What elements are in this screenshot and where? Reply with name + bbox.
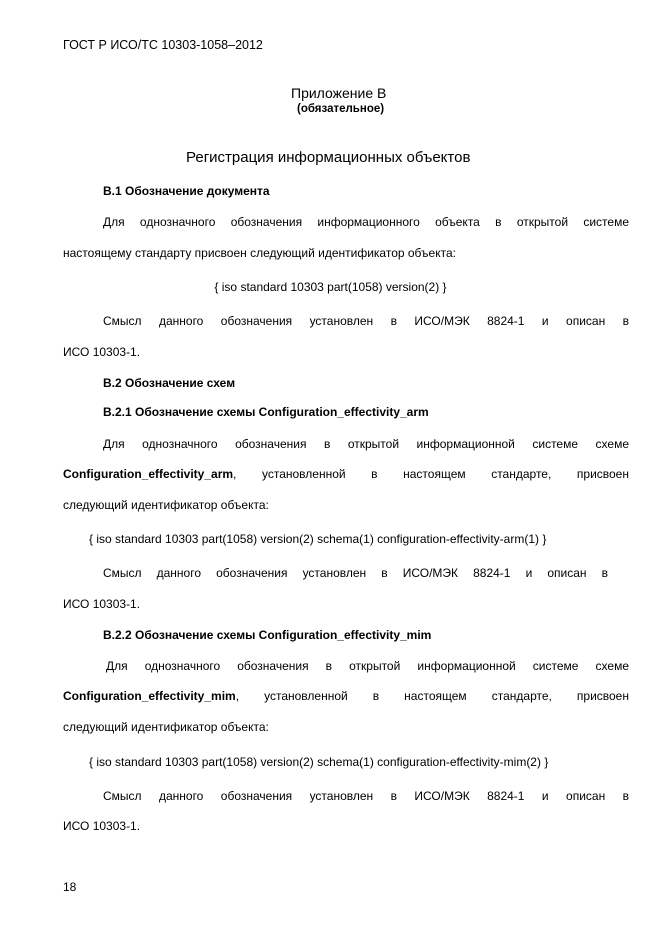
b21-para-line2 [63, 467, 629, 481]
b22-identifier: { iso standard 10303 part(1058) version(2) schema(1) configuration-effectivity-mim(2) } [89, 755, 549, 769]
b2-heading: В.2 Обозначение схем [103, 376, 236, 390]
appendix-subtitle: (обязательное) [297, 103, 385, 115]
b21-para-line3: следующий идентификатор объекта: [63, 498, 269, 512]
b1-identifier: { iso standard 10303 part(1058) version(2) } [214, 280, 447, 294]
page-number: 18 [63, 880, 77, 894]
b22-para-line1: Для однозначного обозначения в открытой информационной системе схеме [106, 659, 629, 673]
schema-name-mim: Configuration_effectivity_mim [63, 689, 236, 703]
b21-meaning-line1: Смысл данного обозначения установлен в ИСО/МЭК 8824-1 и описан в [103, 566, 608, 580]
b1-para-line2: настоящему стандарту присвоен следующий идентификатор объекта: [63, 246, 456, 260]
b21-para-line2-rest: , установленной в настоящем стандарте, присвоен [233, 467, 629, 481]
b22-para-line2 [63, 689, 629, 703]
b21-para-line1: Для однозначного обозначения в открытой информационной системе схеме [103, 437, 629, 451]
b21-meaning-line2: ИСО 10303-1. [63, 597, 141, 611]
b22-meaning-line2: ИСО 10303-1. [63, 819, 141, 833]
b22-para-line3: следующий идентификатор объекта: [63, 720, 269, 734]
appendix-title: Приложение В [291, 85, 387, 101]
b1-heading: В.1 Обозначение документа [103, 184, 270, 198]
b1-meaning-line1: Смысл данного обозначения установлен в ИСО/МЭК 8824-1 и описан в [103, 314, 629, 328]
b22-heading: В.2.2 Обозначение схемы Configuration_effectivity_mim [103, 628, 432, 642]
b21-heading: В.2.1 Обозначение схемы Configuration_effectivity_arm [103, 405, 429, 419]
b1-meaning-line2: ИСО 10303-1. [63, 345, 141, 359]
b22-meaning-line1: Смысл данного обозначения установлен в ИСО/МЭК 8824-1 и описан в [103, 789, 629, 803]
section-title: Регистрация информационных объектов [186, 149, 471, 166]
schema-name-arm: Configuration_effectivity_arm [63, 467, 234, 481]
b1-para-line1: Для однозначного обозначения информационного объекта в открытой системе [103, 215, 629, 229]
b21-identifier: { iso standard 10303 part(1058) version(2) schema(1) configuration-effectivity-arm(1) } [89, 532, 547, 546]
doc-code: ГОСТ Р ИСО/ТС 10303-1058–2012 [63, 38, 263, 52]
b22-para-line2-rest: , установленной в настоящем стандарте, присвоен [235, 689, 629, 703]
